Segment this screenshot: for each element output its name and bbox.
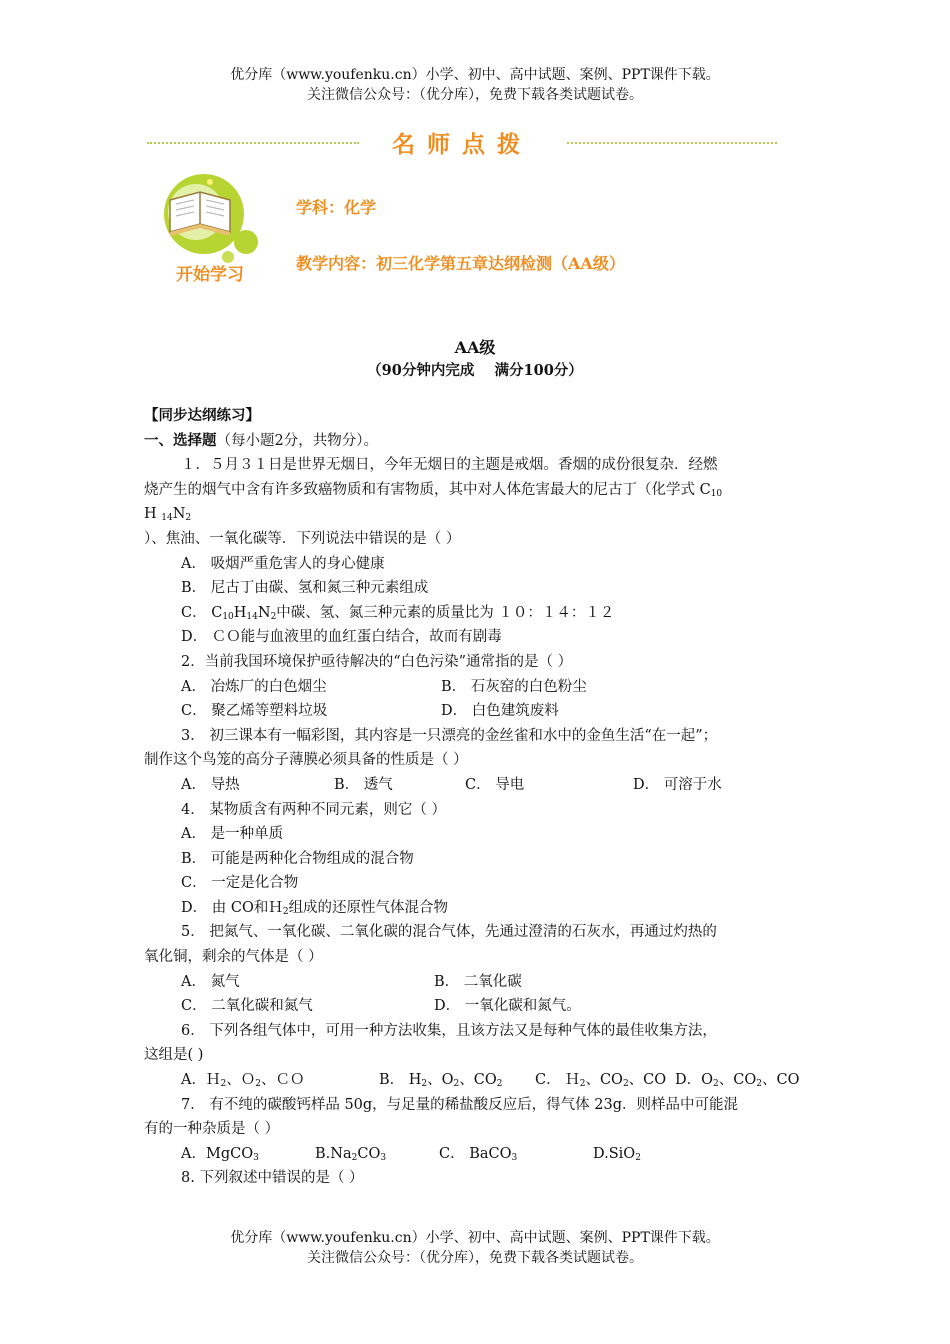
q7-b-text: B.Na: [315, 1145, 352, 1162]
site-footer-line1: 优分库（www.youfenku.cn）小学、初中、高中试题、案例、PPT课件下载。: [230, 1230, 720, 1246]
q1-line3-text: H: [144, 506, 162, 523]
q4-d-text: 组成的还原性气体混合物: [288, 899, 449, 916]
q6-option-b: [379, 1068, 535, 1093]
q5-line1: 5． 把氮气、一氧化碳、二氧化碳的混合气体，先通过澄清的石灰水，再通过灼热的: [181, 924, 717, 941]
q4-option-c: C． 一定是化合物: [181, 875, 299, 892]
q6-sub: 2: [453, 1079, 460, 1090]
section-heading: 【同步达纲练习】: [144, 407, 260, 424]
q1-c-text: H: [233, 604, 247, 621]
q6-c-text: 、CO: [585, 1072, 623, 1089]
q6-d-text: D．O: [675, 1072, 714, 1089]
q7-c-text: C． BaCO: [439, 1145, 512, 1162]
book-icon: [158, 172, 270, 264]
q3-line1: 3． 初三课本有一幅彩图，其内容是一只漂亮的金丝雀和水中的金鱼生活“在一起”；: [181, 727, 718, 744]
q6-option-d: [675, 1072, 799, 1088]
q8-stem: 8. 下列叙述中错误的是（ ）: [181, 1170, 364, 1187]
q6-b-text: B． H: [379, 1072, 422, 1089]
q5-option-b: B． 二氧化碳: [434, 973, 522, 990]
q7-sub: 3: [253, 1152, 259, 1163]
q1-c-text: 中碳、氢、氮三种元素的质量比为 １０：１４：１２: [276, 604, 615, 621]
q1-line1: １．５月３１日是世界无烟日，今年无烟日的主题是戒烟。香烟的成份很复杂．经燃: [181, 457, 718, 474]
site-header-line1: 优分库（www.youfenku.cn）小学、初中、高中试题、案例、PPT课件下载。: [230, 67, 720, 83]
q7-sub: 3: [511, 1152, 518, 1163]
q7-option-d: [593, 1146, 641, 1162]
q6-c-text: C． Ｈ: [535, 1072, 580, 1089]
part-note: （每小题2分，共物分）。: [216, 432, 378, 449]
q7-d-text: D.SiO: [593, 1145, 636, 1162]
q2-stem: 2．当前我国环境保护亟待解决的“白色污染”通常指的是（ ）: [181, 653, 573, 670]
q1-option-c: [144, 601, 814, 626]
q1-c-sub: 14: [246, 611, 258, 622]
q7-options: [144, 1142, 814, 1167]
q7-b-text: CO: [357, 1145, 381, 1162]
q6-b-text: 、O: [427, 1072, 454, 1089]
q7-a-text: A．MgCO: [181, 1145, 254, 1162]
q6-options: [144, 1068, 814, 1093]
content-label: 教学内容：初三化学第五章达纲检测（AA级）: [296, 254, 625, 273]
q1-option-d: D． ＣＯ能与血液里的血红蛋白结合，故而有剧毒: [181, 629, 502, 646]
q1-c-sub: 10: [222, 611, 234, 622]
q1-sub: 10: [710, 488, 723, 499]
q1-sub: 14: [161, 513, 173, 524]
site-header-line2: 关注微信公众号：（优分库），免费下载各类试题试卷。: [307, 87, 643, 103]
q4-d-sub: 2: [282, 906, 289, 917]
q2-options-cd: [144, 699, 814, 724]
q7-sub: 2: [635, 1152, 641, 1163]
q6-d-text: 、CO: [718, 1072, 757, 1089]
q1-line4: ）、焦油、一氧化碳等．下列说法中错误的是（ ）: [144, 530, 461, 547]
q7-option-b: [315, 1142, 439, 1167]
q5-option-d: D． 一氧化碳和氮气。: [434, 998, 581, 1015]
q7-line1: 7． 有不纯的碳酸钙样品 50g，与足量的稀盐酸反应后，得气体 23g．则样品中可能混: [181, 1096, 739, 1113]
banner-title: 名师点拨: [392, 131, 532, 158]
level-title: AA级: [454, 338, 496, 357]
q6-sub: 2: [220, 1079, 227, 1090]
q6-c-text: 、CO: [628, 1072, 667, 1089]
part-title-line: [144, 429, 814, 454]
site-footer-line2: 关注微信公众号：（优分库），免费下载各类试题试卷。: [307, 1250, 643, 1266]
q6-line1: 6． 下列各组气体中，可用一种方法收集，且该方法又是每种气体的最佳收集方法，: [181, 1022, 717, 1039]
q2-option-d: D． 白色建筑废料: [441, 703, 559, 720]
q3-option-a: A． 导热: [181, 776, 240, 793]
q1-c-text: C． C: [181, 604, 223, 621]
q4-d-text: D． 由 CO和Ｈ: [181, 899, 283, 916]
q2-options-ab: [144, 675, 814, 700]
q6-b-text: 、CO: [459, 1072, 497, 1089]
q5-options-ab: [144, 970, 814, 995]
start-learning-logo: [158, 172, 270, 292]
q4-option-d: [144, 896, 814, 921]
q6-a-text: A．Ｈ: [181, 1072, 221, 1089]
q7-line2: 有的一种杂质是（ ）: [144, 1121, 280, 1138]
q4-option-b: B． 可能是两种化合物组成的混合物: [181, 850, 414, 867]
q6-d-text: 、CO: [761, 1072, 800, 1089]
exercise-body: [144, 404, 814, 1191]
q2-option-a: A． 冶炼厂的白色烟尘: [181, 678, 327, 695]
q5-option-a: A． 氮气: [181, 973, 240, 990]
q1-line2: [144, 478, 814, 503]
q3-line2: 制作这个鸟笼的高分子薄膜必须具备的性质是（ ）: [144, 752, 468, 769]
q1-option-b: B． 尼古丁由碳、氢和氮三种元素组成: [181, 580, 429, 597]
q1-line3-text: N: [172, 506, 186, 523]
q1-line2-text: 烧产生的烟气中含有许多致癌物质和有害物质，其中对人体危害最大的尼古丁（化学式 C: [144, 481, 711, 498]
q3-option-b: B． 透气: [334, 776, 393, 793]
q1-line3: [144, 502, 814, 527]
q7-sub: 3: [380, 1152, 387, 1163]
q6-option-c: [535, 1068, 675, 1093]
q5-option-c: C． 二氧化碳和氮气: [181, 998, 313, 1015]
q1-c-text: N: [257, 604, 271, 621]
q6-sub: 2: [579, 1079, 586, 1090]
q5-line2: 氧化铜，剩余的气体是（ ）: [144, 949, 323, 966]
part-title: 一、选择题: [144, 431, 217, 449]
q6-option-a: [181, 1068, 379, 1093]
q7-option-a: [181, 1142, 315, 1167]
q6-sub: 2: [255, 1079, 261, 1090]
q1-option-a: A． 吸烟严重危害人的身心健康: [181, 555, 385, 572]
q5-options-cd: [144, 994, 814, 1019]
q6-sub: 2: [421, 1079, 428, 1090]
subject-label: 学科：化学: [296, 198, 377, 217]
q6-line2: 这组是( ): [144, 1047, 204, 1064]
q2-option-c: C． 聚乙烯等塑料垃圾: [181, 703, 328, 720]
q1-sub: 2: [185, 513, 192, 524]
q6-sub: 2: [756, 1079, 762, 1090]
q4-stem: 4． 某物质含有两种不同元素，则它（ ）: [181, 801, 446, 818]
q3-option-d: D． 可溶于水: [633, 776, 722, 793]
q6-sub: 2: [622, 1079, 629, 1090]
q7-option-c: [439, 1142, 593, 1167]
q1-c-sub: 2: [270, 611, 277, 622]
q6-a-text: 、ＣＯ: [260, 1072, 305, 1089]
q6-sub: 2: [496, 1079, 503, 1090]
q4-option-a: A． 是一种单质: [181, 826, 284, 843]
q3-options: [144, 773, 814, 798]
q7-sub: 2: [351, 1152, 358, 1163]
logo-text: 开始学习: [176, 265, 244, 285]
q6-a-text: 、Ｏ: [226, 1072, 256, 1089]
q6-sub: 2: [713, 1079, 719, 1090]
banner: [147, 126, 777, 160]
q2-option-b: B． 石灰窑的白色粉尘: [441, 678, 587, 695]
q3-option-c: C． 导电: [465, 776, 525, 793]
level-subtitle: （90分钟内完成 满分100分）: [367, 362, 583, 379]
